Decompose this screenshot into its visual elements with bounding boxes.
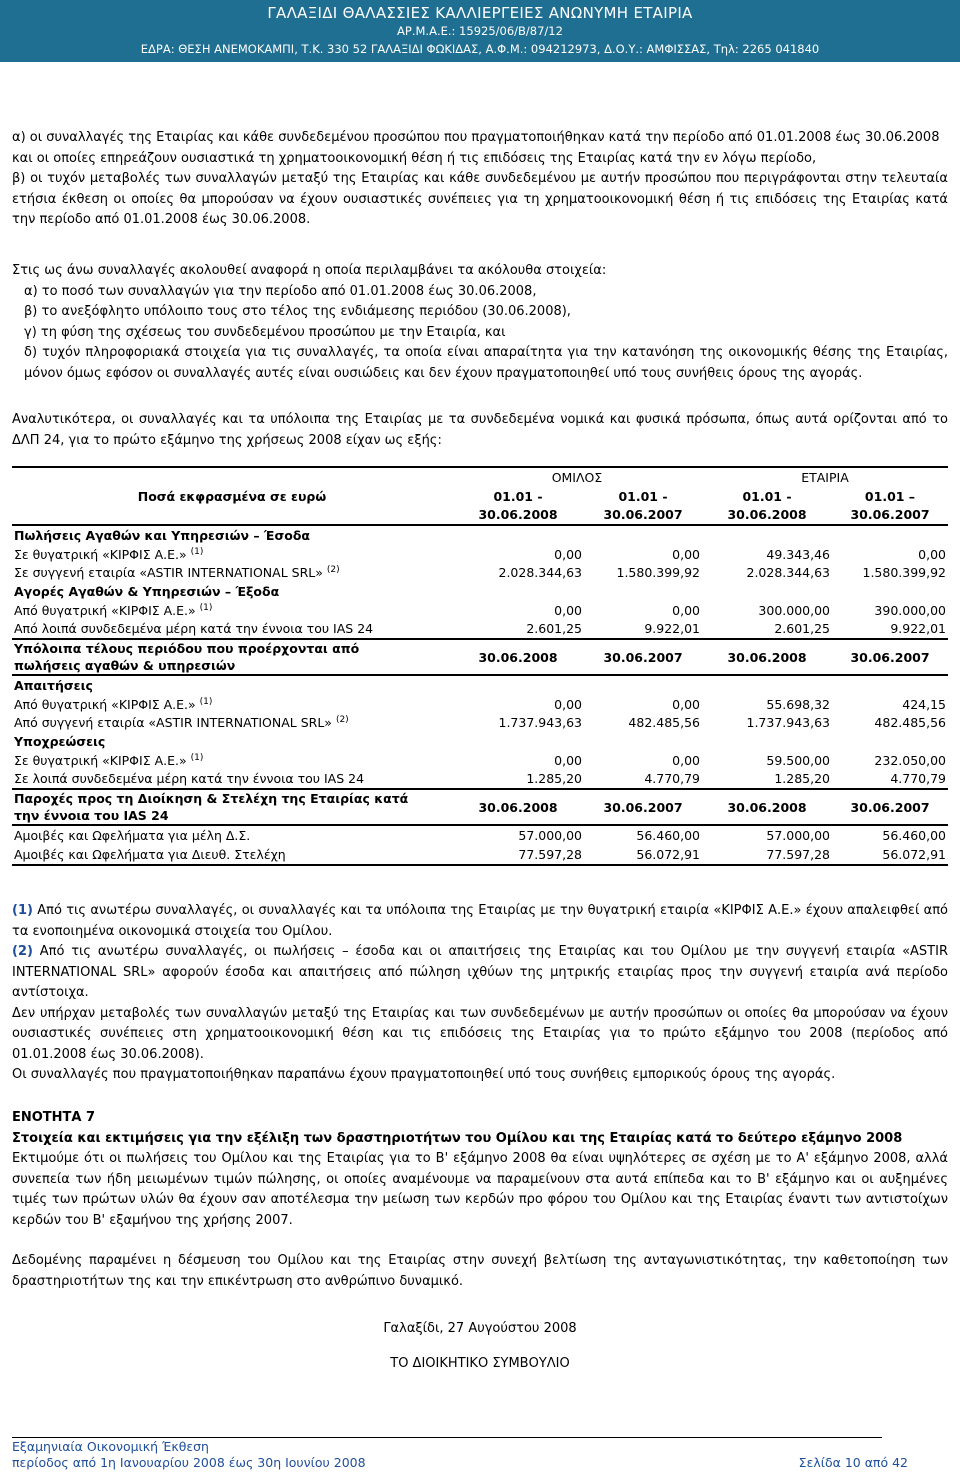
- balance-date: 30.06.2008: [727, 649, 807, 665]
- cell-value: 9.922,01: [890, 621, 946, 637]
- table-row: [12, 751, 948, 770]
- report-item-b: β) το ανεξόφλητο υπόλοιπο τους στο τέλος της ενδιάμεσης περιόδου (30.06.2008),: [24, 304, 571, 319]
- report-contents-section: [12, 261, 948, 384]
- payables-heading: Υποχρεώσεις: [14, 734, 106, 750]
- cell-value: 232.050,00: [874, 752, 946, 768]
- intro-section: [12, 128, 948, 231]
- table-row: [12, 545, 948, 564]
- cell-value: 59.500,00: [766, 752, 830, 768]
- section-heading-row: [12, 675, 948, 695]
- board-signature: ΤΟ ΔΙΟΙΚΗΤΙΚΟ ΣΥΜΒΟΥΛΙΟ: [390, 1356, 570, 1371]
- footer-title: Εξαμηνιαία Οικονομική Έκθεση: [12, 1439, 209, 1454]
- table-row: [12, 825, 948, 845]
- company-column-header: ΕΤΑΙΡΙΑ: [801, 469, 849, 485]
- row-label: Από συγγενή εταιρία «ASTIR INTERNATIONAL SRL» $^{(2)}$: [14, 715, 349, 731]
- cell-value: 1.580.399,92: [862, 565, 946, 581]
- period-start: 01.01 -: [493, 488, 543, 504]
- balance-date: 30.06.2007: [603, 799, 683, 815]
- cell-value: 4.770,79: [644, 771, 700, 787]
- table-header-row: [12, 467, 948, 487]
- purchases-heading: Αγορές Αγαθών & Υπηρεσιών – Έξοδα: [14, 583, 280, 599]
- period-start: 01.01 –: [864, 488, 916, 504]
- cell-value: 482.485,56: [874, 715, 946, 731]
- balance-date: 30.06.2007: [850, 649, 930, 665]
- cell-value: 0,00: [672, 602, 700, 618]
- letterhead-banner: [0, 0, 960, 62]
- row-label: Σε λοιπά συνδεδεμένα μέρη κατά την έννοια του IAS 24: [14, 771, 365, 787]
- cell-value: 0,00: [554, 752, 582, 768]
- period-end: 30.06.2007: [850, 507, 930, 523]
- cell-value: 56.072,91: [636, 846, 700, 862]
- cell-value: 77.597,28: [518, 846, 582, 862]
- company-registry: ΑΡ.Μ.Α.Ε.: 15925/06/Β/87/12: [397, 24, 563, 38]
- note-3: Δεν υπήρχαν μεταβολές των συναλλαγών μεταξύ της Εταιρίας και των συνδεδεμένων με αυτήν προσώπων οι οποίες θα μπορούσαν να έχουν ουσιαστικές συνέπειες στη χρηματοοικονομική θέση και τις επιδόσεις της Εταιρίας για το πρώτο εξάμηνο του 2008 (περίοδος από 01.01.2008 έως 30.06.2008).: [12, 1005, 948, 1062]
- management-heading: Παροχές προς τη Διοίκηση & Στελέχη της Εταιρίας κατά την έννοια του IAS 24: [14, 791, 409, 824]
- cell-value: 1.285,20: [526, 771, 582, 787]
- table-row: [12, 695, 948, 714]
- table-notes: [12, 901, 948, 1086]
- intro-item-b: β) οι τυχόν μεταβολές των συναλλαγών μεταξύ της Εταιρίας και κάθε συνδεδεμένου με αυτήν προσώπου που περιγράφονται στην τελευταία ετήσια έκθεση οι οποίες θα μπορούσαν να έχουν ουσιαστικές συνέπειες για τη χρηματοοικονομική θέση ή τις επιδόσεις της Εταιρίας κατά την περίοδο από 01.01.2008 έως 30.06.2008.: [12, 171, 948, 227]
- footer-divider: [12, 1437, 882, 1438]
- place-date: Γαλαξίδι, 27 Αυγούστου 2008: [383, 1321, 577, 1336]
- report-item-a: α) το ποσό των συναλλαγών για την περίοδο από 01.01.2008 έως 30.06.2008,: [24, 283, 537, 299]
- cell-value: 55.698,32: [766, 696, 830, 712]
- section-7-subheading: Στοιχεία και εκτιμήσεις για την εξέλιξη των δραστηριοτήτων του Ομίλου και της Εταιρίας κατά το δεύτερο εξάμηνο 2008: [12, 1130, 903, 1146]
- cell-value: 1.580.399,92: [616, 565, 700, 581]
- balance-date: 30.06.2007: [850, 799, 930, 815]
- note-1: (1) Από τις ανωτέρω συναλλαγές, οι συναλλαγές και τα υπόλοιπα της Εταιρίας με την θυγατρική εταιρία «ΚΙΡΦΙΣ Α.Ε.» έχουν απαλειφθεί από τα ενοποιημένα οικονομικά στοιχεία του Ομίλου.: [12, 903, 948, 939]
- page-number: Σελίδα 10 από 42: [798, 1455, 908, 1470]
- cell-value: 1.737.943,63: [746, 715, 830, 731]
- cell-value: 482.485,56: [628, 715, 700, 731]
- report-item-d: δ) τυχόν πληροφοριακά στοιχεία για τις συναλλαγές, τα οποία είναι απαραίτητα για την κατανόηση της οικονομικής θέσης της Εταιρίας, μόνον όμως εφόσον οι συναλλαγές αυτές είναι ουσιώδεις και δεν έχουν πραγματοποιηθεί υπό τους συνήθεις όρους της αγοράς.: [24, 345, 948, 381]
- note-2: (2) Από τις ανωτέρω συναλλαγές, οι πωλήσεις – έσοδα και οι απαιτήσεις της Εταιρίας και του Ομίλου με την συγγενή εταιρία «ASTIR INTERNATIONAL SRL» αφορούν έσοδα και απαιτήσεις από πώληση ιχθύων της μητρικής εταιρίας προς την συγγενή εταιρία ανά περίοδο αντίστοιχα.: [12, 944, 948, 1000]
- cell-value: 0,00: [554, 602, 582, 618]
- management-heading-row: [12, 789, 948, 825]
- receivables-heading: Απαιτήσεις: [14, 678, 93, 694]
- cell-value: 0,00: [672, 546, 700, 562]
- cell-value: 0,00: [554, 546, 582, 562]
- cell-value: 0,00: [554, 696, 582, 712]
- row-label: Από λοιπά συνδεδεμένα μέρη κατά την έννοια του IAS 24: [14, 621, 374, 637]
- footer-period: περίοδος από 1η Ιανουαρίου 2008 έως 30η Ιουνίου 2008: [12, 1455, 366, 1470]
- row-label: Από θυγατρική «ΚΙΡΦΙΣ Α.Ε.» $^{(1)}$: [14, 696, 213, 712]
- cell-value: 77.597,28: [766, 846, 830, 862]
- row-label: Σε θυγατρική «ΚΙΡΦΙΣ Α.Ε.» $^{(1)}$: [14, 546, 204, 562]
- analysis-paragraph: Αναλυτικότερα, οι συναλλαγές και τα υπόλοιπα της Εταιρίας με τα συνδεδεμένα νομικά και φυσικά πρόσωπα, όπως αυτά ορίζονται από το ΔΛΠ 24, για το πρώτο εξάμηνο της χρήσεως 2008 είχαν ως εξής:: [12, 412, 948, 448]
- cell-value: 424,15: [902, 696, 946, 712]
- section-7-paragraph: Δεδομένης παραμένει η δέσμευση του Ομίλου και της Εταιρίας στην συνεχή βελτίωση της ανταγωνιστικότητας, την καθετοποίηση των δραστηριοτήτων της και την επικέντρωση στο ανθρώπινο δυναμικό.: [12, 1253, 948, 1289]
- related-party-table: [12, 466, 948, 866]
- section-heading-row: [12, 732, 948, 751]
- cell-value: 2.601,25: [526, 621, 582, 637]
- group-column-header: ΟΜΙΛΟΣ: [551, 469, 603, 485]
- balance-date: 30.06.2007: [603, 649, 683, 665]
- cell-value: 1.285,20: [774, 771, 830, 787]
- cell-value: 56.072,91: [882, 846, 946, 862]
- row-label: Σε θυγατρική «ΚΙΡΦΙΣ Α.Ε.» $^{(1)}$: [14, 752, 204, 768]
- period-end: 30.06.2008: [727, 507, 807, 523]
- company-name: ΓΑΛΑΞΙΔΙ ΘΑΛΑΣΣΙΕΣ ΚΑΛΛΙΕΡΓΕΙΕΣ ΑΝΩΝΥΜΗ ΕΤΑΙΡΙΑ: [267, 4, 693, 22]
- balances-heading: Υπόλοιπα τέλους περιόδου που προέρχονται από πωλήσεις αγαθών & υπηρεσιών: [14, 641, 360, 674]
- row-label: Αμοιβές και Ωφελήματα για μέλη Δ.Σ.: [14, 828, 251, 844]
- cell-value: 57.000,00: [518, 828, 582, 844]
- cell-value: 4.770,79: [890, 771, 946, 787]
- report-lead: Στις ως άνω συναλλαγές ακολουθεί αναφορά η οποία περιλαμβάνει τα ακόλουθα στοιχεία:: [12, 263, 607, 278]
- cell-value: 0,00: [672, 696, 700, 712]
- cell-value: 9.922,01: [644, 621, 700, 637]
- balance-date: 30.06.2008: [478, 799, 558, 815]
- balance-date: 30.06.2008: [727, 799, 807, 815]
- cell-value: 56.460,00: [882, 828, 946, 844]
- table-caption: Ποσά εκφρασμένα σε ευρώ: [137, 488, 327, 504]
- cell-value: 57.000,00: [766, 828, 830, 844]
- section-7-heading: ΕΝΟΤΗΤΑ 7: [12, 1110, 96, 1125]
- table-row: [12, 620, 948, 640]
- company-address: ΕΔΡΑ: ΘΕΣΗ ΑΝΕΜΟΚΑΜΠΙ, Τ.Κ. 330 52 ΓΑΛΑΞΙΔΙ ΦΩΚΙΔΑΣ, Α.Φ.Μ.: 094212973, Δ.Ο.Υ.: ΑΜΦΙΣΣΑΣ, Τηλ: 2265 041840: [140, 42, 820, 56]
- table-row: [12, 563, 948, 582]
- page-footer: [12, 1439, 948, 1471]
- intro-item-a: α) οι συναλλαγές της Εταιρίας και κάθε συνδεδεμένου προσώπου που πραγματοποιήθηκαν κατά την περίοδο από 01.01.2008 έως 30.06.2008 και οι οποίες επηρεάζουν ουσιαστικά τη χρηματοοικονομική θέση ή τις επιδόσεις της Εταιρίας κατά την εν λόγω περίοδο,: [12, 130, 940, 166]
- cell-value: 2.028.344,63: [498, 565, 582, 581]
- section-7-paragraph: Εκτιμούμε ότι οι πωλήσεις του Ομίλου και της Εταιρίας για το Β' εξάμηνο 2008 θα είναι υψηλότερες σε σχέση με το Α' εξάμηνο 2008, αλλά συνεπεία των ήδη μειωμένων τιμών πώλησης, οι οποίες αναμένουμε να παραμείνουν στα αυτά επίπεδα και το Β' εξάμηνο και οι αυξημένες τιμές των πρώτων υλών θα έχουν σαν αποτέλεσμα την μείωση των κερδών προ φόρου του Ομίλου και της Εταιρίας έναντι των αντιστοίχων κερδών του Β' εξαμήνου της χρήσης 2007.: [12, 1151, 948, 1228]
- section-heading-row: [12, 582, 948, 601]
- balances-heading-row: [12, 639, 948, 675]
- row-label: Σε συγγενή εταιρία «ASTIR INTERNATIONAL SRL» $^{(2)}$: [14, 565, 340, 581]
- section-7: [12, 1108, 948, 1292]
- section-heading-row: [12, 525, 948, 545]
- cell-value: 0,00: [918, 546, 946, 562]
- report-item-c: γ) τη φύση της σχέσεως του συνδεδεμένου προσώπου με την Εταιρία, και: [24, 324, 506, 340]
- period-end: 30.06.2008: [478, 507, 558, 523]
- cell-value: 1.737.943,63: [498, 715, 582, 731]
- period-start: 01.01 -: [742, 488, 792, 504]
- row-label: Αμοιβές και Ωφελήματα για Διευθ. Στελέχη: [14, 846, 286, 862]
- table-row: [12, 714, 948, 733]
- cell-value: 390.000,00: [874, 602, 946, 618]
- cell-value: 300.000,00: [758, 602, 830, 618]
- row-label: Από θυγατρική «ΚΙΡΦΙΣ Α.Ε.» $^{(1)}$: [14, 602, 213, 618]
- period-start: 01.01 -: [618, 488, 668, 504]
- table-row: [12, 845, 948, 865]
- cell-value: 0,00: [672, 752, 700, 768]
- table-row: [12, 601, 948, 620]
- sales-heading: Πωλήσεις Αγαθών και Υπηρεσιών – Έσοδα: [14, 527, 310, 543]
- cell-value: 49.343,46: [766, 546, 830, 562]
- cell-value: 2.028.344,63: [746, 565, 830, 581]
- balance-date: 30.06.2008: [478, 649, 558, 665]
- period-end: 30.06.2007: [603, 507, 683, 523]
- note-4: Οι συναλλαγές που πραγματοποιήθηκαν παραπάνω έχουν πραγματοποιηθεί υπό τους συνήθεις εμπορικούς όρους της αγοράς.: [12, 1067, 836, 1082]
- cell-value: 56.460,00: [636, 828, 700, 844]
- cell-value: 2.601,25: [774, 621, 830, 637]
- table-row: [12, 770, 948, 790]
